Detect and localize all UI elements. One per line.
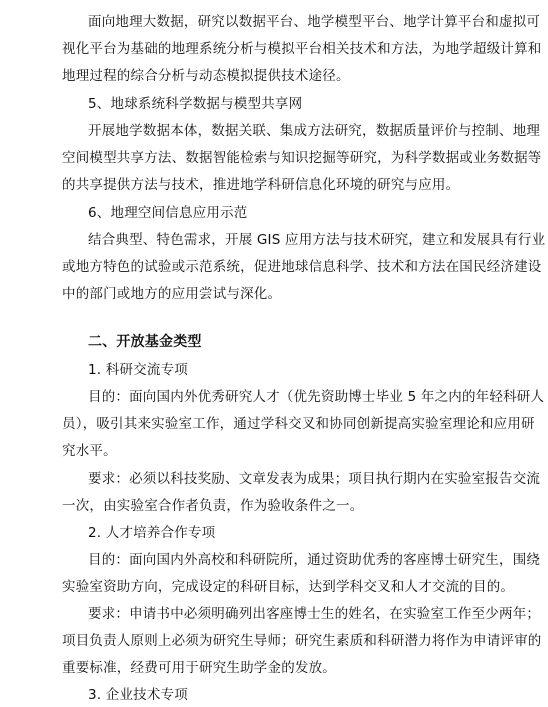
paragraph-line: 结合典型、特色需求，开展 GIS 应用方法与技术研究，建立和发展具有行业 xyxy=(88,232,546,248)
paragraph-line: 目的：面向国内外高校和科研院所，通过资助优秀的客座博士研究生，围绕 xyxy=(88,552,541,568)
subsection-heading: 1. 科研交流专项 xyxy=(88,362,188,378)
paragraph-line: 中的部门或地方的应用尝试与深化。 xyxy=(62,286,282,302)
paragraph-line: 或地方特色的试验或示范系统，促进地球信息科学、技术和方法在国民经济建设 xyxy=(62,259,542,275)
paragraph-line: 目的：面向国内外优秀研究人才（优先资助博士毕业 5 年之内的年轻科研人 xyxy=(88,389,545,405)
paragraph-line: 究水平。 xyxy=(62,443,117,459)
paragraph-line: 要求：申请书中必须明确列出客座博士生的姓名，在实验室工作至少两年； xyxy=(88,606,541,622)
paragraph-line: 视化平台为基础的地理系统分析与模拟平台相关技术和方法，为地学超级计算和 xyxy=(62,41,542,57)
subsection-heading: 2. 人才培养合作专项 xyxy=(88,525,216,541)
section-heading: 二、开放基金类型 xyxy=(88,334,202,350)
paragraph-line: 实验室资助方向，完成设定的科研目标，达到学科交叉和人才交流的目的。 xyxy=(62,579,515,595)
paragraph-line: 重要标准，经费可用于研究生助学金的发放。 xyxy=(62,660,336,676)
paragraph-line: 要求：必须以科技奖励、文章发表为成果；项目执行期内在实验室报告交流 xyxy=(88,471,541,487)
subsection-heading: 5、地球系统科学数据与模型共享网 xyxy=(88,96,303,112)
paragraph-line: 员），吸引其来实验室工作，通过学科交叉和协同创新提高实验室理论和应用研 xyxy=(62,416,535,432)
subsection-heading: 6、地理空间信息应用示范 xyxy=(88,205,248,221)
paragraph-line: 的共享提供方法与技术，推进地学科研信息化环境的研究与应用。 xyxy=(62,177,460,193)
paragraph-line: 项目负责人原则上必须为研究生导师；研究生素质和科研潜力将作为申请评审的 xyxy=(62,633,542,649)
paragraph-line: 一次，由实验室合作者负责，作为验收条件之一。 xyxy=(62,498,364,514)
paragraph-line: 地理过程的综合分析与动态模拟提供技术途径。 xyxy=(62,68,350,84)
paragraph-line: 开展地学数据本体，数据关联、集成方法研究，数据质量评价与控制、地理 xyxy=(88,123,541,139)
paragraph-line: 面向地理大数据，研究以数据平台、地学模型平台、地学计算平台和虚拟可 xyxy=(88,14,541,30)
paragraph-line: 空间模型共享方法、数据智能检索与知识挖掘等研究，为科学数据或业务数据等 xyxy=(62,150,542,166)
subsection-heading: 3. 企业技术专项 xyxy=(88,687,188,703)
